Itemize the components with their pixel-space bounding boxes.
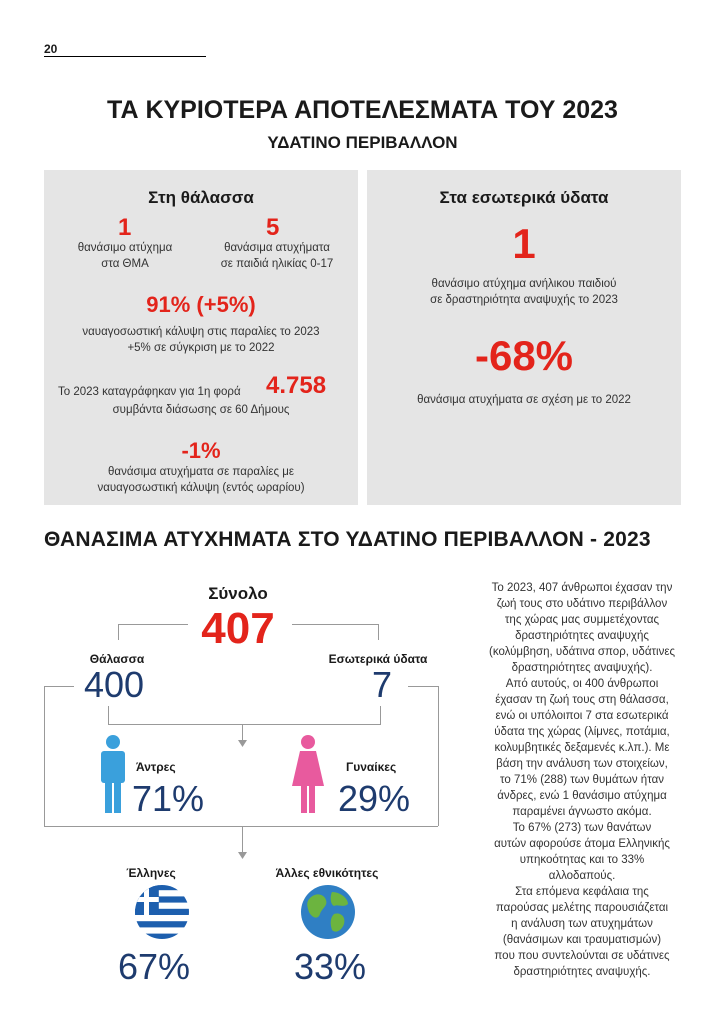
paragraph-line: το 71% (288) των θυμάτων ήταν — [500, 774, 664, 786]
sea-value: 400 — [84, 664, 145, 705]
connector-line — [408, 686, 438, 687]
paragraph-line: αυτών αφορούσε άτομα Ελληνικής — [494, 838, 670, 850]
sea-stat3-line2: +5% σε σύγκριση με το 2022 — [127, 342, 275, 354]
sea-stat1-line1: θανάσιμο ατύχημα — [77, 242, 173, 254]
inland-stat1-value: 1 — [512, 220, 536, 267]
total-value: 407 — [201, 604, 275, 653]
paragraph-line: αλλοδαπούς. — [548, 870, 616, 882]
sea-stat3-label — [44, 324, 358, 356]
paragraph-line: Από αυτούς, οι 400 άνθρωποι — [505, 678, 659, 690]
connector-line — [118, 624, 188, 625]
paragraph-line: η ανάλυση των ατυχημάτων — [511, 918, 653, 930]
sea-stat2-line2: σε παιδιά ηλικίας 0-17 — [220, 258, 334, 270]
paragraph-line: ζωή τους στο υδάτινο περιβάλλον — [496, 598, 668, 610]
sea-panel — [44, 170, 358, 505]
sea-stat5-line2: ναυαγοσωστική κάλυψη (εντός ωραρίου) — [97, 482, 305, 494]
sea-stat3-line1: ναυαγοσωστική κάλυψη στις παραλίες το 2023 — [82, 326, 320, 338]
page-title: ΤΑ ΚΥΡΙΟΤΕΡΑ ΑΠΟΤΕΛΕΣΜΑΤΑ ΤΟΥ 2023 — [107, 96, 618, 124]
summary-paragraph — [482, 580, 682, 980]
paragraph-line: που που συντελούνται σε υδάτινες — [494, 950, 670, 962]
connector-line — [44, 686, 74, 687]
paragraph-line: δραστηριότητες αναψυχής). — [511, 662, 653, 674]
paragraph-line: έχασαν τη ζωή τους στη θάλασσα, — [495, 694, 669, 706]
page-subtitle: ΥΔΑΤΙΝΟ ΠΕΡΙΒΑΛΛΟΝ — [267, 133, 458, 152]
sea-stat3-value: 91% (+5%) — [146, 292, 256, 317]
inland-stat1-label — [367, 276, 681, 308]
sea-stat4-value: 4.758 — [266, 372, 327, 399]
paragraph-line: ύδατα της χώρας (λίμνες, ποτάμια, — [494, 726, 670, 738]
sea-stat5-value: -1% — [181, 438, 221, 463]
sea-stat2-label — [202, 240, 352, 272]
paragraph-line: ενώ οι υπόλοιποι 7 στα εσωτερικά — [495, 710, 669, 722]
woman-icon — [290, 734, 326, 814]
greeks-label: Έλληνες — [126, 866, 176, 880]
sea-stat4-line2: συμβάντα διάσωσης σε 60 Δήμους — [112, 404, 290, 416]
connector-line — [242, 826, 243, 854]
sea-label: Θάλασσα — [89, 652, 145, 666]
arrow-down-icon — [238, 852, 247, 859]
men-value: 71% — [132, 778, 205, 819]
arrow-down-icon — [238, 740, 247, 747]
others-label: Άλλες εθνικότητες — [275, 866, 379, 880]
sea-stat5-line1: θανάσιμα ατυχήματα σε παραλίες με — [108, 466, 294, 478]
inland-panel — [367, 170, 681, 505]
man-icon — [96, 734, 130, 814]
connector-line — [292, 624, 378, 625]
inland-stat1-line1: θανάσιμο ατύχημα ανήλικου παιδιού — [431, 278, 617, 290]
sea-panel-heading: Στη θάλασσα — [148, 188, 254, 207]
inland-value: 7 — [372, 664, 393, 705]
paragraph-line: δραστηριότητες αναψυχής. — [513, 966, 651, 978]
connector-line — [108, 706, 109, 724]
connector-line — [380, 706, 381, 724]
greek-flag-icon — [134, 884, 190, 940]
sea-stat5-label — [44, 464, 358, 496]
women-label: Γυναίκες — [346, 760, 397, 774]
connector-line — [438, 686, 439, 826]
paragraph-line: παραμένει άγνωστο ακόμα. — [512, 806, 652, 818]
paragraph-line: Το 2023, 407 άνθρωποι έχασαν την — [491, 582, 673, 594]
paragraph-line: Στα επόμενα κεφάλαια της — [515, 886, 649, 898]
connector-line — [118, 624, 119, 640]
paragraph-line: (θανάσιμων και τραυματισμών) — [502, 934, 662, 946]
section-title: ΘΑΝΑΣΙΜΑ ΑΤΥΧΗΜΑΤΑ ΣΤΟ ΥΔΑΤΙΝΟ ΠΕΡΙΒΑΛΛΟΝ - 2023 — [44, 528, 651, 551]
women-value: 29% — [338, 778, 411, 819]
sea-stat2-line1: θανάσιμα ατυχήματα — [224, 242, 330, 254]
page-number: 20 — [44, 42, 58, 56]
globe-icon — [300, 884, 356, 940]
men-label: Άντρες — [136, 760, 176, 774]
sea-stat1-label — [50, 240, 200, 272]
sea-stat1-line2: στα ΘΜΑ — [101, 258, 149, 270]
inland-panel-heading: Στα εσωτερικά ύδατα — [439, 188, 609, 207]
inland-stat2-label: θανάσιμα ατυχήματα σε σχέση με το 2022 — [417, 394, 631, 406]
connector-line — [44, 826, 438, 827]
paragraph-line: της χώρας μας συμμετέχοντας — [504, 614, 660, 626]
paragraph-line: υπηκοότητας και το 33% — [519, 854, 645, 866]
inland-stat1-line2: σε δραστηριότητα αναψυχής το 2023 — [430, 294, 618, 306]
inland-label: Εσωτερικά ύδατα — [328, 652, 428, 666]
others-value: 33% — [294, 946, 367, 987]
sea-stat1-value: 1 — [118, 214, 132, 241]
sea-stat2-value: 5 — [266, 214, 280, 241]
paragraph-line: παρούσας μελέτης παρουσιάζεται — [495, 902, 669, 914]
paragraph-line: (κολύμβηση, υδάτινα σπορ, υδάτινες — [489, 646, 675, 658]
total-label: Σύνολο — [208, 584, 268, 603]
paragraph-line: κολυμβητικές δεξαμενές κ.λπ.). Με — [494, 742, 670, 754]
greeks-value: 67% — [118, 946, 191, 987]
connector-line — [44, 686, 45, 826]
page-number-rule — [44, 56, 206, 57]
inland-stat2-value: -68% — [474, 332, 574, 379]
connector-line — [378, 624, 379, 640]
sea-stat4-line1: Το 2023 καταγράφηκαν για 1η φορά — [58, 386, 241, 398]
paragraph-line: βάση την ανάλυση των στοιχείων, — [496, 758, 668, 770]
connector-line — [108, 724, 381, 725]
paragraph-line: δραστηριότητες αναψυχής — [515, 630, 649, 642]
paragraph-line: Το 67% (273) των θανάτων — [512, 822, 652, 834]
paragraph-line: άνδρες, ενώ 1 θανάσιμο ατύχημα — [497, 790, 667, 802]
